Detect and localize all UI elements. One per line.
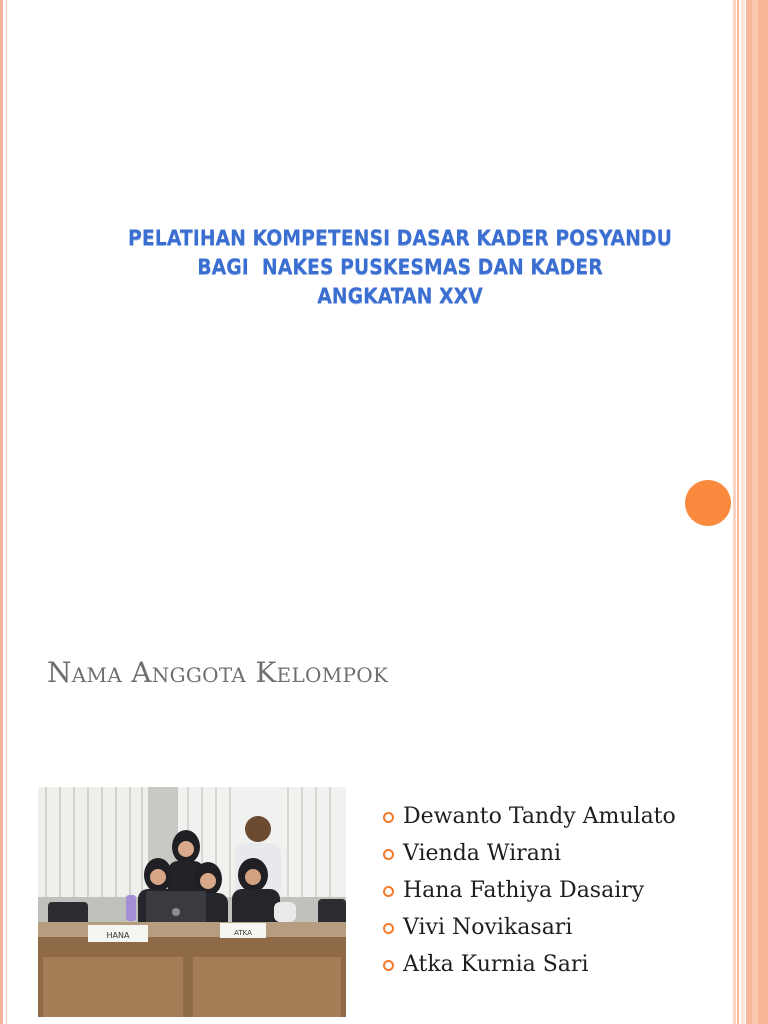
title-line-1: PELATIHAN KOMPETENSI DASAR KADER POSYANDU bbox=[128, 226, 672, 250]
list-item bbox=[383, 876, 676, 913]
bullet-icon bbox=[383, 923, 394, 934]
member-name: Hana Fathiya Dasairy bbox=[403, 878, 645, 903]
title-line-3: ANGKATAN XXV bbox=[317, 284, 483, 308]
right-decor-stripe bbox=[737, 0, 739, 1024]
title-line-2: BAGI NAKES PUSKESMAS DAN KADER bbox=[197, 255, 603, 279]
name-card-hana: HANA bbox=[106, 931, 130, 940]
right-decor-stripe bbox=[741, 0, 745, 1024]
member-name: Vienda Wirani bbox=[403, 841, 562, 866]
orange-circle-decoration bbox=[685, 480, 731, 526]
group-members-heading: Nama Anggota Kelompok bbox=[47, 656, 389, 689]
bullet-icon bbox=[383, 849, 394, 860]
member-name: Dewanto Tandy Amulato bbox=[403, 804, 676, 829]
slide-title bbox=[90, 224, 710, 311]
members-list bbox=[383, 802, 676, 987]
right-decor-stripe bbox=[752, 0, 758, 1024]
bullet-icon bbox=[383, 960, 394, 971]
left-decor-stripe-thin bbox=[6, 0, 7, 1024]
bullet-icon bbox=[383, 812, 394, 823]
list-item bbox=[383, 950, 676, 987]
group-photo bbox=[38, 787, 346, 1017]
right-decor-stripe bbox=[733, 0, 736, 1024]
list-item bbox=[383, 802, 676, 839]
left-decor-stripe bbox=[0, 0, 3, 1024]
list-item bbox=[383, 913, 676, 950]
name-card-atka: ATKA bbox=[234, 929, 252, 937]
list-item bbox=[383, 839, 676, 876]
member-name: Atka Kurnia Sari bbox=[403, 952, 589, 977]
bullet-icon bbox=[383, 886, 394, 897]
member-name: Vivi Novikasari bbox=[403, 915, 573, 940]
